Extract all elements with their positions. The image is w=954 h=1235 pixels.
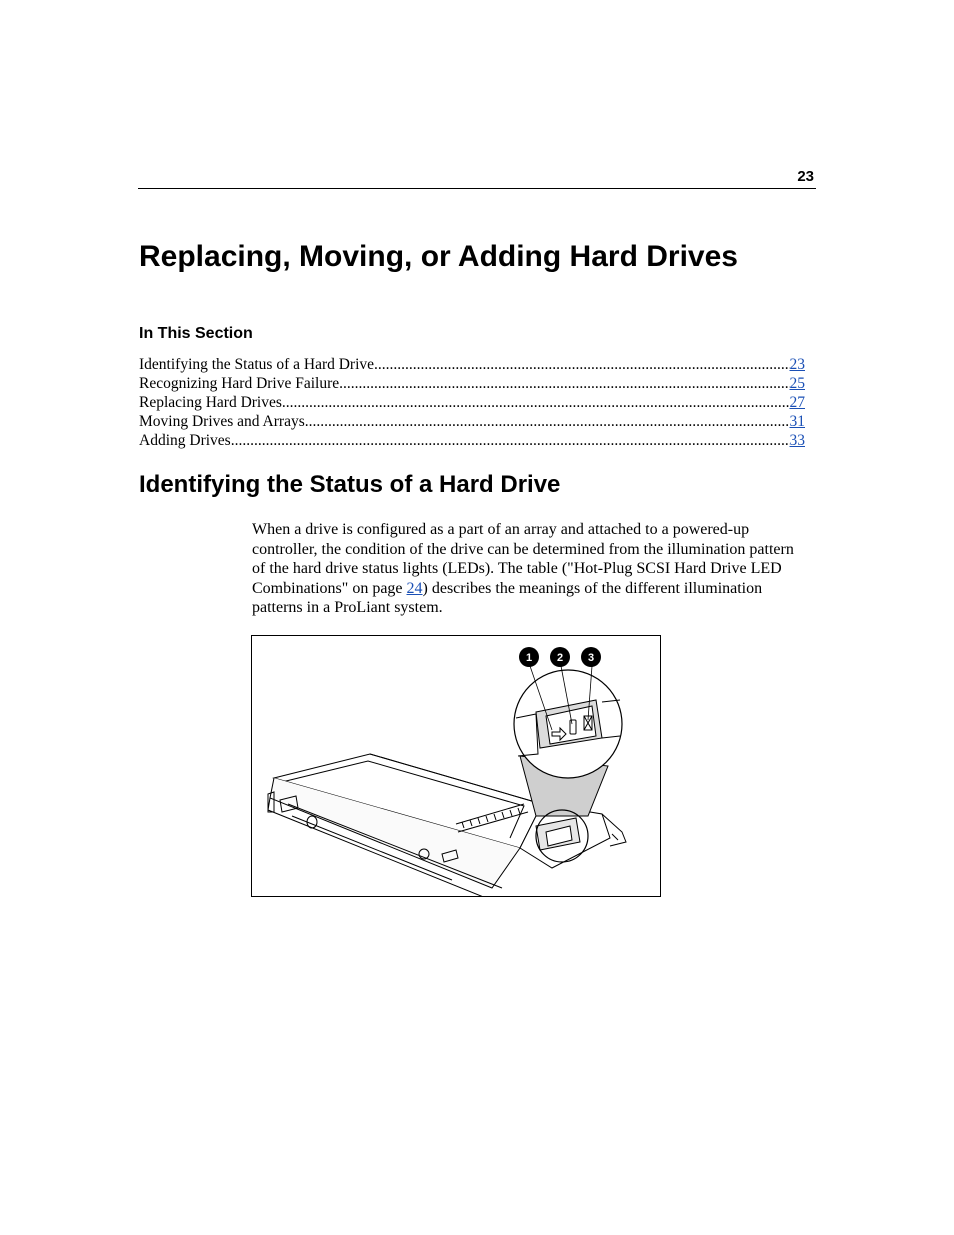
section-toc (139, 355, 805, 450)
page-number: 23 (797, 168, 814, 185)
toc-dot-leader (305, 412, 790, 431)
toc-entry-title: Adding Drives (139, 432, 231, 449)
toc-entry[interactable] (139, 431, 805, 450)
toc-entry[interactable] (139, 374, 805, 393)
hard-drive-illustration (252, 636, 660, 896)
toc-page-link[interactable]: 25 (789, 375, 805, 392)
toc-dot-leader (374, 355, 789, 374)
toc-page-link[interactable]: 27 (789, 394, 805, 411)
toc-entry-title: Identifying the Status of a Hard Drive (139, 356, 375, 373)
toc-entry[interactable] (139, 393, 805, 412)
toc-page-link[interactable]: 33 (789, 432, 805, 449)
toc-dot-leader (339, 374, 789, 393)
callout-3 (581, 647, 601, 667)
header-rule (138, 188, 816, 189)
toc-entry-title: Moving Drives and Arrays (139, 413, 305, 430)
toc-entry-title: Recognizing Hard Drive Failure (139, 375, 340, 392)
page-reference-link[interactable]: 24 (406, 579, 423, 597)
in-this-section-label: In This Section (139, 325, 253, 342)
callout-1 (519, 647, 539, 667)
paragraph-text: ) describes the meanings of the different illumination patterns in a ProLiant system. (252, 579, 763, 616)
toc-page-link[interactable]: 31 (789, 413, 805, 430)
chapter-title: Replacing, Moving, or Adding Hard Drives (139, 240, 738, 273)
toc-dot-leader (231, 431, 790, 450)
toc-dot-leader (282, 393, 790, 412)
section-paragraph (252, 520, 804, 618)
paragraph-text: When a drive is configured as a part of an array and attached to a powered-up controller, the condition of the drive can be determined from the illumination pattern of the hard drive status lights (LEDs). The table ("Hot-Plug SCSI Hard Drive LED Combinations" on page (252, 521, 794, 597)
toc-entry[interactable] (139, 355, 805, 374)
callout-2 (550, 647, 570, 667)
section-heading: Identifying the Status of a Hard Drive (139, 471, 561, 498)
drive-latch-screw (307, 816, 317, 828)
hard-drive-led-figure (251, 635, 661, 897)
callout-label: 1 (525, 652, 533, 664)
callout-label: 3 (587, 652, 595, 664)
toc-entry[interactable] (139, 412, 805, 431)
callout-label: 2 (556, 652, 564, 664)
toc-page-link[interactable]: 23 (789, 356, 805, 373)
toc-entry-title: Replacing Hard Drives (139, 394, 282, 411)
